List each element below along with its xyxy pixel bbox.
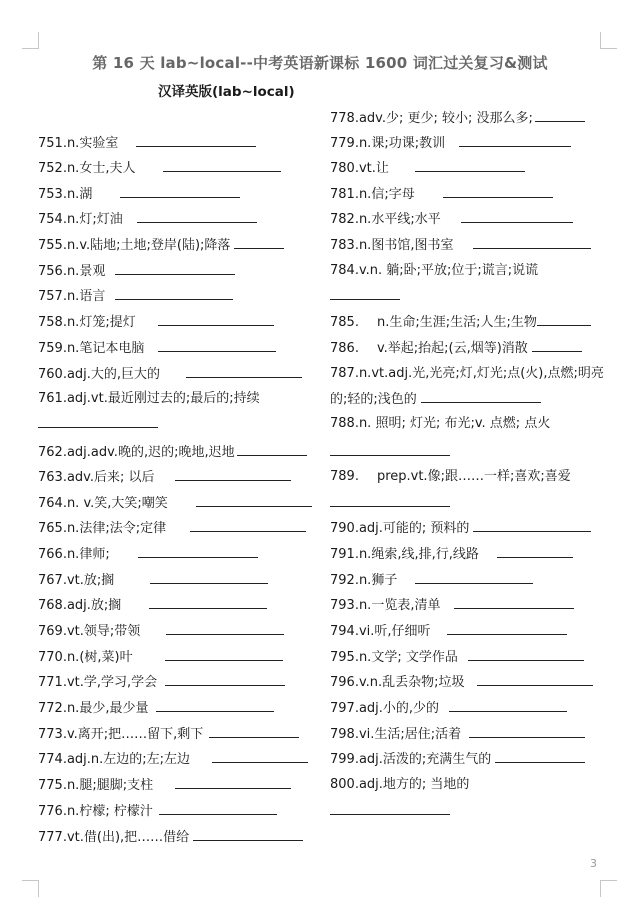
vocab-item-779: 779.n.课;功课;教训 [330, 133, 602, 154]
answer-blank[interactable] [163, 158, 281, 172]
answer-blank[interactable] [330, 286, 400, 300]
vocab-item-796: 796.v.n.乱丢杂物;垃圾 [330, 672, 602, 693]
answer-blank[interactable] [196, 493, 312, 507]
vocab-item-800-blank-line [330, 801, 602, 822]
vocab-item-761: 761.adj.vt.最近刚过去的;最后的;持续 [38, 391, 260, 406]
answer-blank[interactable] [115, 286, 233, 300]
vocab-item-787-cont: 的;轻的;浅色的 [330, 389, 602, 410]
answer-blank[interactable] [330, 801, 450, 815]
answer-blank[interactable] [137, 209, 257, 223]
crop-mark-top-left [22, 32, 39, 49]
vocab-item-768: 768.adj.放;搁 [38, 595, 316, 616]
answer-blank[interactable] [165, 672, 285, 686]
vocab-item-784: 784.v.n. 躺;卧;平放;位于;谎言;说谎 [330, 263, 539, 278]
vocab-item-767: 767.vt.放;搁 [38, 570, 316, 591]
answer-blank[interactable] [415, 158, 525, 172]
vocab-item-785: 785. n.生命;生涯;生活;人生;生物 [330, 312, 602, 333]
answer-blank[interactable] [443, 184, 553, 198]
answer-blank[interactable] [449, 698, 567, 712]
answer-blank[interactable] [175, 467, 291, 481]
page-title: 第 16 天 lab~local--中考英语新课标 1600 词汇过关复习&测试 [92, 54, 548, 72]
vocab-item-776: 776.n.柠檬; 柠檬汁 [38, 801, 316, 822]
answer-blank[interactable] [454, 595, 574, 609]
answer-blank[interactable] [190, 518, 306, 532]
vocab-item-793: 793.n.一览表,清单 [330, 595, 602, 616]
vocab-item-762: 762.adj.adv.晚的,迟的;晚地,迟地 [38, 442, 316, 463]
vocab-item-797: 797.adj.小的,少的 [330, 698, 602, 719]
vocab-item-756: 756.n.景观 [38, 261, 316, 282]
answer-blank[interactable] [461, 209, 573, 223]
answer-blank[interactable] [473, 518, 591, 532]
vocab-item-772: 772.n.最少,最少量 [38, 698, 316, 719]
answer-blank[interactable] [468, 647, 584, 661]
answer-blank[interactable] [115, 261, 235, 275]
vocab-item-760: 760.adj.大的,巨大的 [38, 364, 316, 385]
answer-blank[interactable] [447, 621, 567, 635]
answer-blank[interactable] [477, 672, 593, 686]
vocab-item-761-blank-line [38, 414, 316, 435]
vocab-item-754: 754.n.灯;灯油 [38, 209, 316, 230]
answer-blank[interactable] [497, 544, 573, 558]
answer-blank[interactable] [136, 133, 256, 147]
vocab-item-791: 791.n.绳索,线,排,行,线路 [330, 544, 602, 565]
vocab-item-755: 755.n.v.陆地;土地;登岸(陆);降落 [38, 235, 316, 256]
vocab-item-757: 757.n.语言 [38, 286, 316, 307]
vocab-item-786: 786. v.举起;抬起;(云,烟等)消散 [330, 338, 602, 359]
answer-blank[interactable] [495, 749, 585, 763]
answer-blank[interactable] [186, 364, 302, 378]
answer-blank[interactable] [473, 235, 591, 249]
vocab-item-780: 780.vt.让 [330, 158, 602, 179]
answer-blank[interactable] [212, 749, 308, 763]
crop-mark-bottom-left [22, 880, 39, 897]
answer-blank[interactable] [459, 133, 571, 147]
vocab-item-789-blank-line [330, 493, 602, 514]
vocab-item-792: 792.n.狮子 [330, 570, 602, 591]
answer-blank[interactable] [38, 414, 158, 428]
vocab-item-765: 765.n.法律;法令;定律 [38, 518, 316, 539]
vocab-item-766: 766.n.律师; [38, 544, 316, 565]
answer-blank[interactable] [330, 493, 450, 507]
vocab-item-798: 798.vi.生活;居住;活着 [330, 724, 602, 745]
vocab-item-787: 787.n.vt.adj.光,光亮;灯,灯光;点(火),点燃;明亮 [330, 366, 604, 381]
vocab-item-759: 759.n.笔记本电脑 [38, 338, 316, 359]
answer-blank[interactable] [209, 724, 299, 738]
vocab-item-783: 783.n.图书馆,图书室 [330, 235, 602, 256]
answer-blank[interactable] [158, 338, 276, 352]
vocab-item-771: 771.vt.学,学习,学会 [38, 672, 316, 693]
vocab-item-799: 799.adj.活泼的;充满生气的 [330, 749, 602, 770]
answer-blank[interactable] [535, 108, 585, 122]
vocab-item-763: 763.adv.后来; 以后 [38, 467, 316, 488]
answer-blank[interactable] [415, 570, 533, 584]
vocab-item-752: 752.n.女士,夫人 [38, 158, 316, 179]
vocab-item-769: 769.vt.领导;带领 [38, 621, 316, 642]
section-subtitle: 汉译英版(lab~local) [158, 84, 295, 100]
answer-blank[interactable] [158, 312, 274, 326]
answer-blank[interactable] [120, 184, 240, 198]
answer-blank[interactable] [149, 595, 267, 609]
vocab-item-778: 778.adv.少; 更少; 较小; 没那么多; [330, 108, 602, 129]
answer-blank[interactable] [156, 698, 274, 712]
vocab-item-764: 764.n. v.笑,大笑;嘲笑 [38, 493, 316, 514]
answer-blank[interactable] [150, 570, 268, 584]
vocab-item-789: 789. prep.vt.像;跟……一样;喜欢;喜爱 [330, 469, 571, 484]
vocab-item-781: 781.n.信;字母 [330, 184, 602, 205]
vocab-item-800: 800.adj.地方的; 当地的 [330, 777, 470, 792]
vocab-item-777: 777.vt.借(出),把……借给 [38, 827, 316, 848]
answer-blank[interactable] [165, 647, 283, 661]
vocab-item-794: 794.vi.听,仔细听 [330, 621, 602, 642]
vocab-item-795: 795.n.文学; 文学作品 [330, 647, 602, 668]
answer-blank[interactable] [159, 801, 277, 815]
page-number: 3 [590, 857, 597, 870]
vocab-item-773: 773.v.离开;把……留下,剩下 [38, 724, 316, 745]
vocab-item-782: 782.n.水平线;水平 [330, 209, 602, 230]
vocab-item-751: 751.n.实验室 [38, 133, 316, 154]
answer-blank[interactable] [166, 621, 284, 635]
vocab-item-770: 770.n.(树,菜)叶 [38, 647, 316, 668]
answer-blank[interactable] [330, 442, 450, 456]
vocab-item-788-blank-line [330, 442, 602, 463]
crop-mark-bottom-right [600, 880, 617, 897]
crop-mark-top-right [600, 32, 617, 49]
vocab-item-758: 758.n.灯笼;提灯 [38, 312, 316, 333]
answer-blank[interactable] [469, 724, 585, 738]
answer-blank[interactable] [175, 775, 291, 789]
answer-blank[interactable] [532, 338, 582, 352]
vocab-item-753: 753.n.湖 [38, 184, 316, 205]
answer-blank[interactable] [234, 235, 284, 249]
vocab-item-790: 790.adj.可能的; 预料的 [330, 518, 602, 539]
answer-blank[interactable] [421, 389, 541, 403]
vocab-item-775: 775.n.腿;腿脚;支柱 [38, 775, 316, 796]
vocab-item-788: 788.n. 照明; 灯光; 布光;v. 点燃; 点火 [330, 416, 551, 431]
answer-blank[interactable] [237, 442, 307, 456]
vocab-item-774: 774.adj.n.左边的;左;左边 [38, 749, 316, 770]
answer-blank[interactable] [193, 827, 303, 841]
answer-blank[interactable] [138, 544, 258, 558]
answer-blank[interactable] [537, 312, 591, 326]
vocab-item-784-blank-line [330, 286, 602, 307]
